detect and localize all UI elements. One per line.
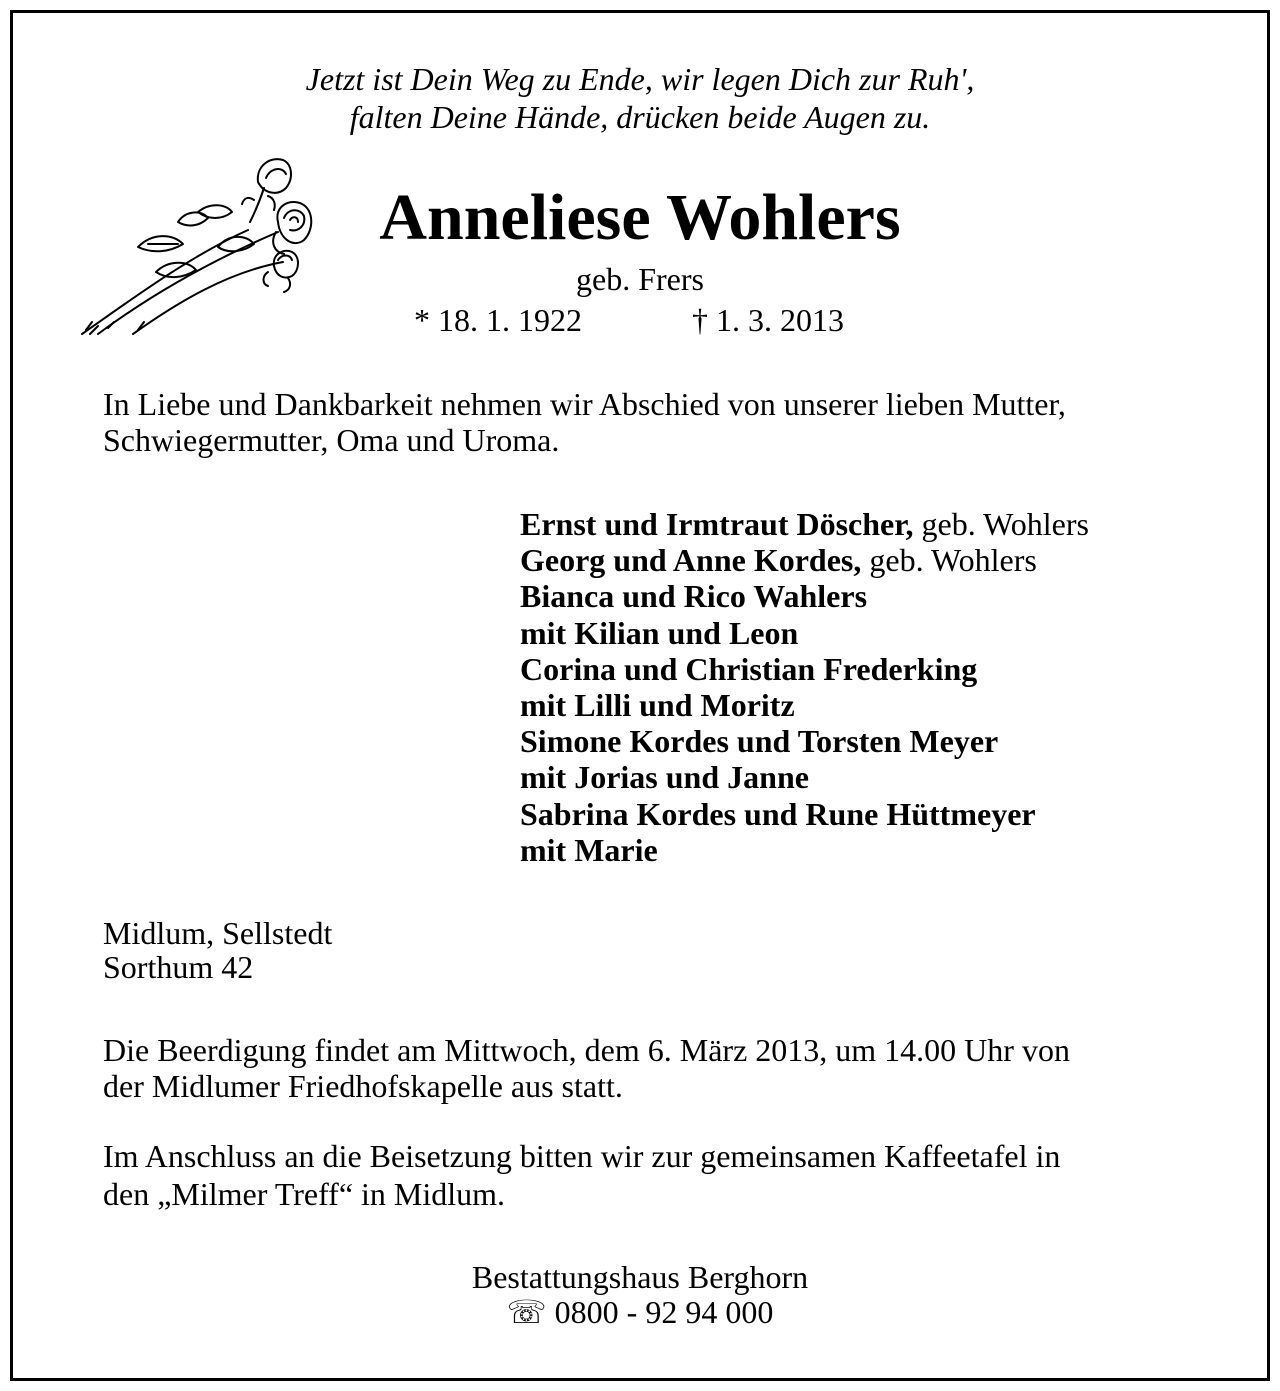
mourner-row	[520, 723, 1089, 759]
death-date: † 1. 3. 2013	[692, 302, 844, 338]
mourner-name: Bianca und Rico Wahlers	[520, 578, 868, 615]
verse-line-2: falten Deine Hände, drücken beide Augen zu.	[349, 99, 931, 135]
verse-line-1: Jetzt ist Dein Weg zu Ende, wir legen Dich zur Ruh',	[305, 61, 975, 97]
mourner-row	[520, 687, 1089, 723]
phone-icon: ☏	[506, 1294, 547, 1330]
mourner-name: Corina und Christian Frederking	[520, 650, 978, 687]
undertaker-phone: 0800 - 92 94 000	[554, 1294, 774, 1330]
intro-line-1: In Liebe und Dankbarkeit nehmen wir Abschied von unserer lieben Mutter,	[103, 386, 1066, 422]
birth-date: * 18. 1. 1922	[414, 302, 582, 338]
mourner-name: mit Marie	[520, 831, 658, 868]
funeral-line-2: der Midlumer Friedhofskapelle aus statt.	[103, 1068, 623, 1104]
mourner-row	[520, 615, 1089, 651]
mourners-list	[520, 506, 1089, 868]
intro-line-2: Schwiegermutter, Oma und Uroma.	[103, 422, 560, 458]
mourner-row	[520, 506, 1089, 542]
maiden-name: geb. Frers	[576, 261, 704, 297]
address-line-1: Midlum, Sellstedt	[103, 915, 333, 951]
mourner-name: Simone Kordes und Torsten Meyer	[520, 723, 999, 760]
mourner-row	[520, 542, 1089, 578]
mourner-name: Ernst und Irmtraut Döscher,	[520, 506, 914, 542]
reception-line-2: den „Milmer Treff“ in Midlum.	[103, 1176, 506, 1212]
mourner-row	[520, 832, 1089, 868]
mourner-row	[520, 578, 1089, 614]
mourner-name: mit Kilian und Leon	[520, 614, 799, 651]
mourner-name: Sabrina Kordes und Rune Hüttmeyer	[520, 795, 1036, 832]
address-line-2: Sorthum 42	[103, 949, 254, 985]
mourner-name: mit Jorias und Janne	[520, 759, 809, 796]
mourner-row	[520, 651, 1089, 687]
undertaker-phone-line	[0, 1293, 1280, 1331]
mourner-row	[520, 796, 1089, 832]
reception-line-1: Im Anschluss an die Beisetzung bitten wir zur gemeinsamen Kaffeetafel in	[103, 1138, 1061, 1174]
funeral-line-1: Die Beerdigung findet am Mittwoch, dem 6. März 2013, um 14.00 Uhr von	[103, 1032, 1070, 1068]
mourner-note: geb. Wohlers	[913, 506, 1089, 542]
deceased-name: Anneliese Wohlers	[379, 181, 901, 254]
undertaker-name: Bestattungshaus Berghorn	[471, 1259, 809, 1295]
mourner-note: geb. Wohlers	[861, 542, 1037, 579]
mourner-name: Georg und Anne Kordes,	[520, 542, 862, 579]
mourner-name: mit Lilli und Moritz	[520, 687, 795, 724]
mourner-row	[520, 759, 1089, 795]
